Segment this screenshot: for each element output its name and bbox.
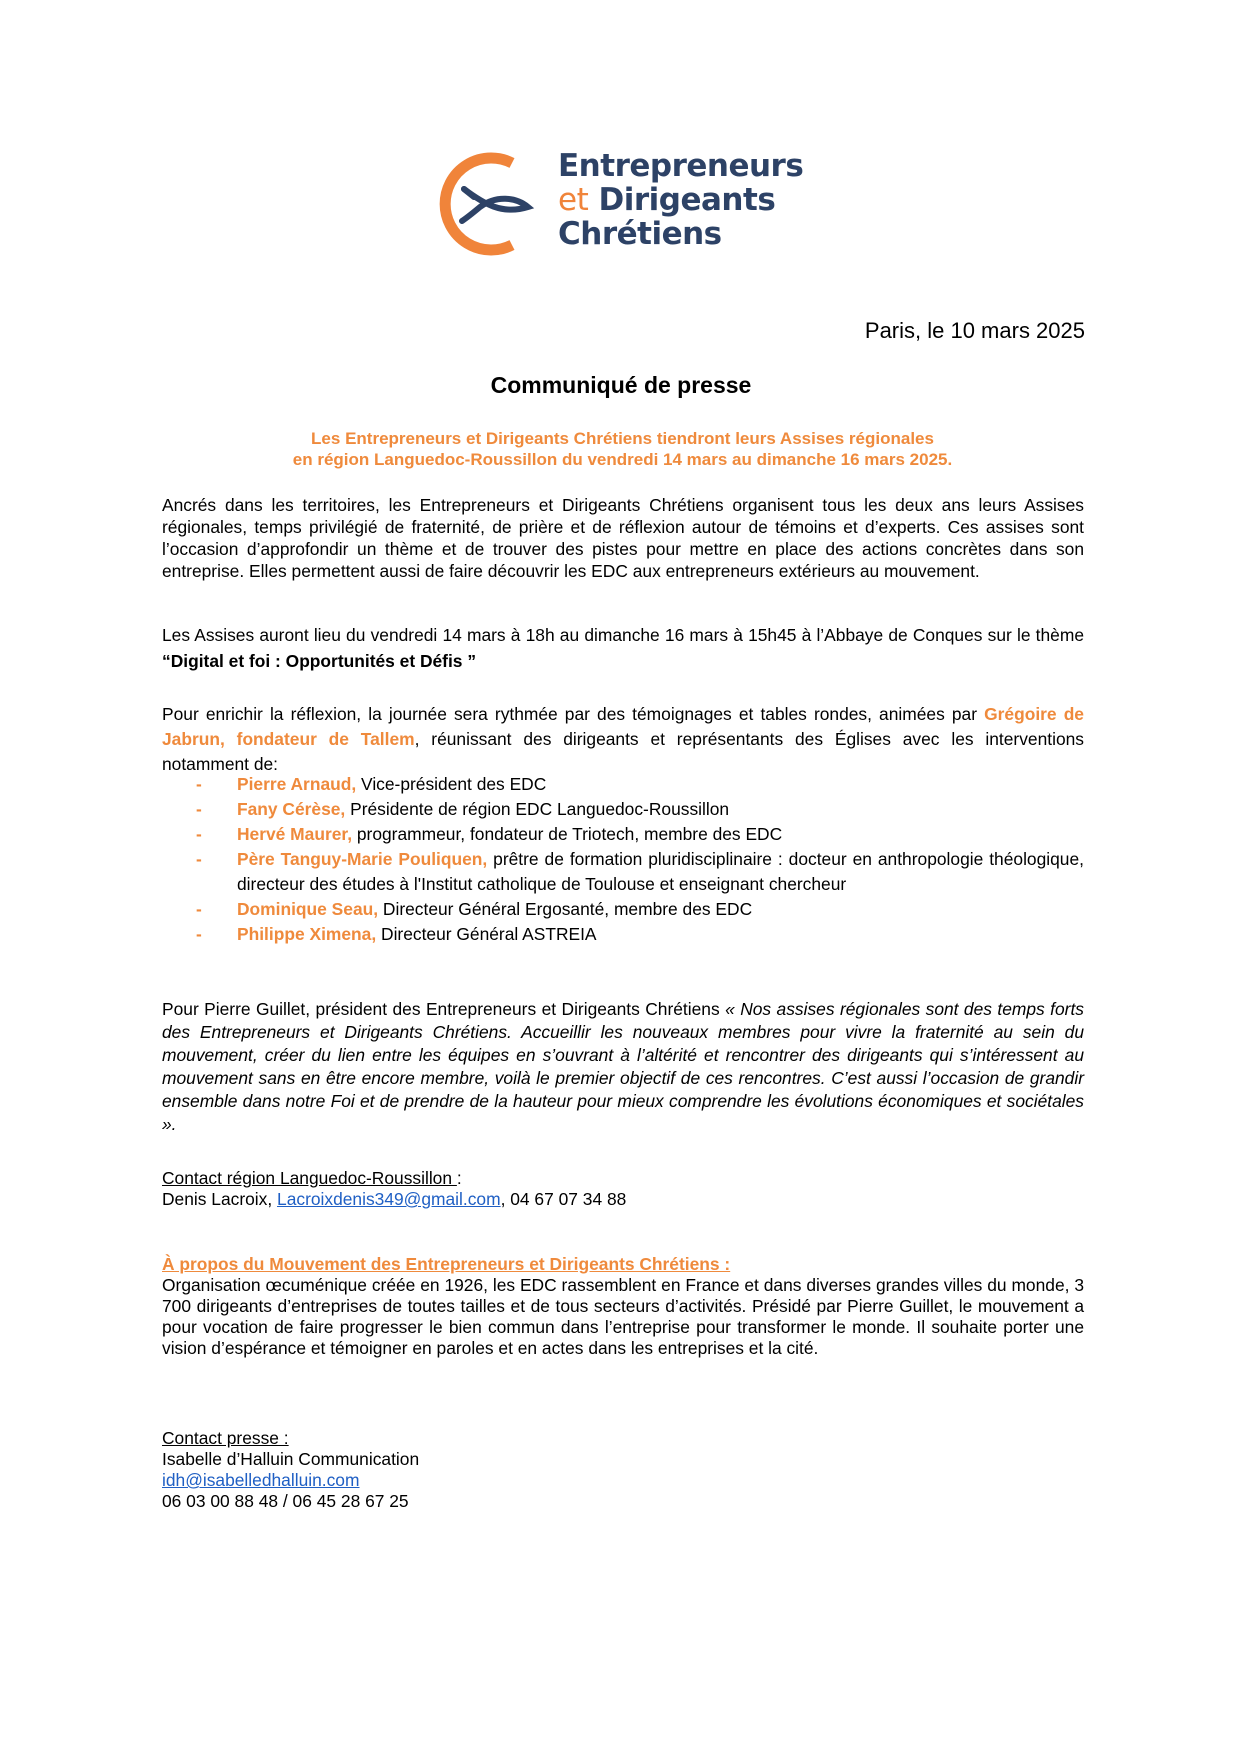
panel-paragraph xyxy=(162,702,1084,777)
speakers-list xyxy=(196,772,1084,947)
fish-c-logo-icon xyxy=(424,149,549,259)
intro-paragraph: Ancrés dans les territoires, les Entrepreneurs et Dirigeants Chrétiens organisent tous les deux ans leurs Assises régionales, temps privilégié de fraternité, de prière et de réflexion autour de témoins et d’experts. Ces assises sont l’occasion d’approfondir un thème et de trouver des pistes pour mettre en place des actions concrètes dans son entreprise. Elles permettent aussi de faire découvrir les EDC aux entrepreneurs extérieurs au mouvement. xyxy=(162,495,1084,581)
about-heading: À propos du Mouvement des Entrepreneurs et Dirigeants Chrétiens : xyxy=(162,1254,731,1274)
speaker-name: Philippe Ximena, xyxy=(237,924,377,944)
logo-line-1: Entrepreneurs xyxy=(558,148,804,184)
about-text: Organisation œcuménique créée en 1926, les EDC rassemblent en France et dans diverses grandes villes du monde, 3 700 dirigeants d’entreprises de toutes tailles et de tous secteurs d’activités. Présidé par Pierre Guillet, le mouvement a pour vocation de faire progresser le bien commun dans l’entreprise pour transformer le monde. Il souhaite porter une vision d’espérance et témoigner en paroles et en actes dans les entreprises et la cité. xyxy=(162,1275,1084,1358)
panel-intro: Pour enrichir la réflexion, la journée sera rythmée par des témoignages et tables rondes, animées par xyxy=(162,704,985,724)
press-contact-email-link[interactable]: idh@isabelledhalluin.com xyxy=(162,1470,360,1490)
speaker-item xyxy=(196,797,1084,822)
speaker-role: Vice-président des EDC xyxy=(356,774,547,794)
speaker-role: Directeur Général Ergosanté, membre des EDC xyxy=(378,899,753,919)
page-title: Communiqué de presse xyxy=(490,372,752,398)
logo-dirigeants: Dirigeants xyxy=(588,182,776,218)
president-quote-paragraph xyxy=(162,998,1084,1136)
schedule-paragraph xyxy=(162,622,1084,674)
speaker-item xyxy=(196,772,1084,797)
press-contact-phones: 06 03 00 88 48 / 06 45 28 67 25 xyxy=(162,1491,409,1511)
press-contact-agency: Isabelle d’Halluin Communication xyxy=(162,1449,420,1469)
speaker-name: Fany Cérèse, xyxy=(237,799,346,819)
regional-contact-line xyxy=(162,1189,1084,1210)
press-contact-heading: Contact presse : xyxy=(162,1428,289,1448)
bullet-dash: - xyxy=(196,849,202,869)
speaker-role: Présidente de région EDC Languedoc-Roussillon xyxy=(345,799,730,819)
speaker-item xyxy=(196,822,1084,847)
speaker-role: Directeur Général ASTREIA xyxy=(376,924,597,944)
speaker-item xyxy=(196,847,1084,897)
logo-wordmark xyxy=(558,149,803,251)
subtitle-line-2: en région Languedoc-Roussillon du vendredi 14 mars au dimanche 16 mars 2025. xyxy=(292,450,953,469)
speaker-item xyxy=(196,897,1084,922)
press-contact xyxy=(162,1428,1084,1512)
edc-logo xyxy=(424,143,804,263)
about-section xyxy=(162,1254,1084,1359)
regional-contact-email-link[interactable]: Lacroixdenis349@gmail.com xyxy=(277,1189,501,1209)
panel-intro-after: , réunissant des dirigeants et représentants des Églises avec les interventions notamment de: xyxy=(162,729,1084,774)
speaker-role: prêtre de formation pluridisciplinaire : docteur en anthropologie théologique, directeur des études à l'Institut catholique de Toulouse et enseignant chercheur xyxy=(237,849,1084,894)
speaker-name: Hervé Maurer, xyxy=(237,824,353,844)
bullet-dash: - xyxy=(196,799,202,819)
theme-title: “Digital et foi : Opportunités et Défis ” xyxy=(162,651,477,671)
press-subtitle xyxy=(160,428,1085,470)
regional-contact xyxy=(162,1168,1084,1210)
speaker-item xyxy=(196,922,1084,947)
speaker-name: Pierre Arnaud, xyxy=(237,774,357,794)
regional-contact-heading: Contact région Languedoc-Roussillon : xyxy=(162,1168,462,1188)
logo-line-3: Chrétiens xyxy=(558,216,722,252)
president-quote: « Nos assises régionales sont des temps forts des Entrepreneurs et Dirigeants Chrétiens. Accueillir les nouveaux membres pour vivre la fraternité au sein du mouvement, créer du lien entre les équipes en s’ouvrant à l’altérité et rencontrer des dirigeants qui s’intéressent au mouvement sans en être encore membre, voilà le premier objectif de ces rencontres. C’est aussi l’occasion de grandir ensemble dans notre Foi et de prendre de la hauteur pour mieux comprendre les évolutions économiques et sociétales ». xyxy=(162,999,1084,1134)
logo-et: et xyxy=(558,182,589,218)
speaker-name: Dominique Seau, xyxy=(237,899,379,919)
bullet-dash: - xyxy=(196,824,202,844)
bullet-dash: - xyxy=(196,924,202,944)
moderator-name: Grégoire de Jabrun, fondateur de Tallem xyxy=(162,704,1084,749)
bullet-dash: - xyxy=(196,774,202,794)
schedule-text: Les Assises auront lieu du vendredi 14 mars à 18h au dimanche 16 mars à 15h45 à l’Abbaye de Conques sur le thème xyxy=(162,625,1084,645)
speaker-role: programmeur, fondateur de Triotech, membre des EDC xyxy=(352,824,783,844)
press-date: Paris, le 10 mars 2025 xyxy=(864,318,1085,343)
speaker-name: Père Tanguy-Marie Pouliquen, xyxy=(237,849,488,869)
regional-contact-name: Denis Lacroix, xyxy=(162,1189,278,1209)
bullet-dash: - xyxy=(196,899,202,919)
quote-intro: Pour Pierre Guillet, président des Entrepreneurs et Dirigeants Chrétiens xyxy=(162,999,726,1019)
logo-line-2 xyxy=(558,183,803,217)
regional-contact-phone: , 04 67 07 34 88 xyxy=(500,1189,627,1209)
subtitle-line-1: Les Entrepreneurs et Dirigeants Chrétiens tiendront leurs Assises régionales xyxy=(311,429,934,448)
